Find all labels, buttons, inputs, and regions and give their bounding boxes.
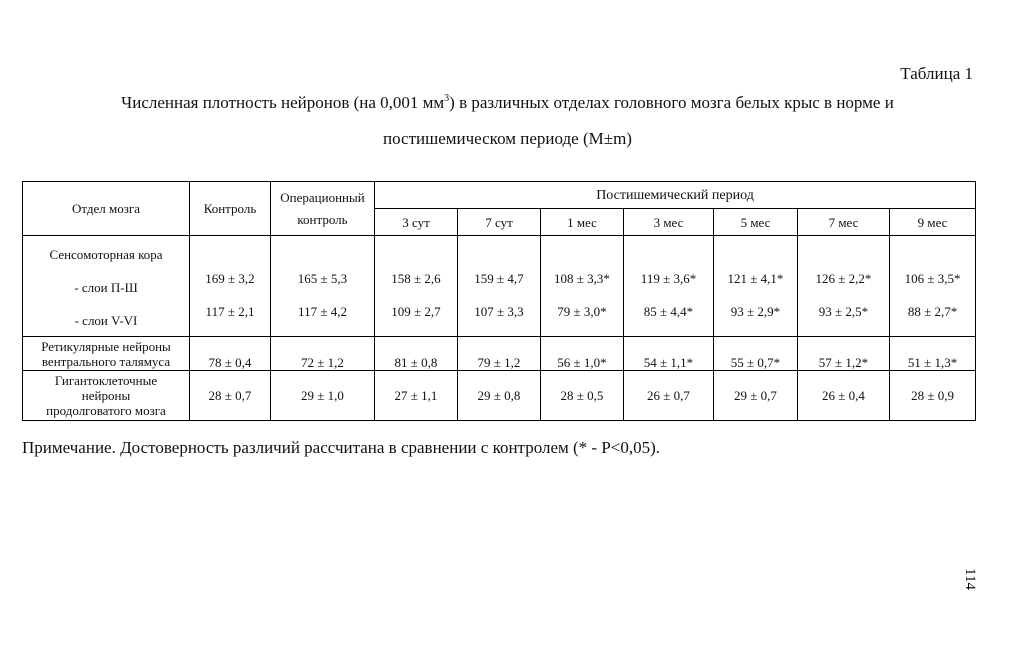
cell-giant-control: 28 ± 0,7	[190, 371, 271, 421]
cell-ret-control: 78 ± 0,4	[190, 337, 271, 371]
header-period: Постишемический период	[375, 182, 976, 209]
cell-sm-op-control: 165 ± 5,3 117 ± 4,2	[271, 236, 375, 337]
sensorimotor-layer1-label: - слои П-Ш	[74, 279, 138, 295]
row-sensorimotor	[23, 236, 976, 337]
header-dept: Отдел мозга	[23, 182, 190, 236]
cell-ret-1m: 56 ± 1,0*	[541, 337, 624, 371]
header-period-7d: 7 сут	[458, 209, 541, 236]
header-period-3d: 3 сут	[375, 209, 458, 236]
table-note: Примечание. Достоверность различий рассчитана в сравнении с контролем (* - P<0,05).	[22, 438, 661, 457]
row-head-reticular	[23, 337, 190, 371]
cell-ret-5m: 55 ± 0,7*	[714, 337, 798, 371]
caption-text-before: Численная плотность нейронов (на 0,001 мм	[121, 93, 445, 112]
caption-superscript: 3	[444, 93, 450, 104]
giant-line-3: продолговатого мозга	[46, 403, 166, 418]
cell-sm-5m: 121 ± 4,1* 93 ± 2,9*	[714, 236, 798, 337]
cell-ret-3d: 81 ± 0,8	[375, 337, 458, 371]
cell-giant-op-control: 29 ± 1,0	[271, 371, 375, 421]
cell-giant-1m: 28 ± 0,5	[541, 371, 624, 421]
cell-sm-7m: 126 ± 2,2* 93 ± 2,5*	[798, 236, 890, 337]
header-row-1	[23, 182, 976, 209]
header-period-5m: 5 мес	[714, 209, 798, 236]
table-caption-line-2: постишемическом периоде (M±m)	[383, 129, 632, 148]
row-head-giant	[23, 371, 190, 421]
header-control: Контроль	[190, 182, 271, 236]
caption-text-after: ) в различных отделах головного мозга белых крыс в норме и	[449, 93, 894, 112]
cell-giant-7m: 26 ± 0,4	[798, 371, 890, 421]
cell-sm-7d: 159 ± 4,7 107 ± 3,3	[458, 236, 541, 337]
cell-ret-7m: 57 ± 1,2*	[798, 337, 890, 371]
header-period-3m: 3 мес	[624, 209, 714, 236]
cell-giant-3m: 26 ± 0,7	[624, 371, 714, 421]
cell-ret-3m: 54 ± 1,1*	[624, 337, 714, 371]
row-giant	[23, 371, 976, 421]
cell-giant-7d: 29 ± 0,8	[458, 371, 541, 421]
cell-ret-9m: 51 ± 1,3*	[890, 337, 976, 371]
cell-ret-7d: 79 ± 1,2	[458, 337, 541, 371]
header-op-control: Операционный контроль	[271, 182, 375, 236]
header-period-1m: 1 мес	[541, 209, 624, 236]
cell-giant-3d: 27 ± 1,1	[375, 371, 458, 421]
reticular-line-1: Ретикулярные нейроны	[41, 338, 171, 354]
cell-sm-3m: 119 ± 3,6* 85 ± 4,4*	[624, 236, 714, 337]
cell-sm-1m: 108 ± 3,3* 79 ± 3,0*	[541, 236, 624, 337]
reticular-line-2: вентрального талямуса	[41, 353, 171, 369]
cell-giant-5m: 29 ± 0,7	[714, 371, 798, 421]
giant-line-2: нейроны	[81, 388, 131, 403]
data-table	[22, 181, 976, 421]
cell-sm-9m: 106 ± 3,5* 88 ± 2,7*	[890, 236, 976, 337]
header-period-7m: 7 мес	[798, 209, 890, 236]
sensorimotor-layer2-label: - слои V-VI	[74, 312, 138, 328]
cell-giant-9m: 28 ± 0,9	[890, 371, 976, 421]
header-period-9m: 9 мес	[890, 209, 976, 236]
table-label: Таблица 1	[900, 64, 973, 83]
sensorimotor-title: Сенсомоторная кора	[49, 246, 163, 262]
cell-sm-control: 169 ± 3,2 117 ± 2,1	[190, 236, 271, 337]
giant-line-1: Гигантоклеточные	[54, 373, 158, 388]
table-caption-line-1	[0, 93, 1015, 113]
row-reticular	[23, 337, 976, 371]
page-number: 114	[962, 568, 978, 590]
row-head-sensorimotor	[23, 236, 190, 337]
cell-ret-op-control: 72 ± 1,2	[271, 337, 375, 371]
cell-sm-3d: 158 ± 2,6 109 ± 2,7	[375, 236, 458, 337]
